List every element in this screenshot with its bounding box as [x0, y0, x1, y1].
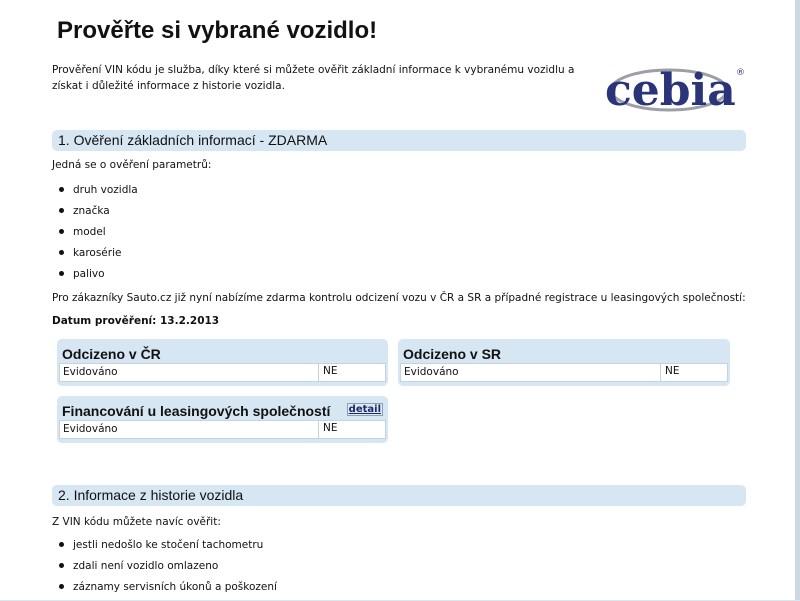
section-history-heading [52, 485, 746, 506]
svg-text:cebia: cebia [605, 65, 736, 116]
list-item: zdali není vozidlo omlazeno [57, 559, 277, 580]
history-lead: Z VIN kódu můžete navíc ověřit: [52, 516, 221, 528]
section-basic-info-heading [52, 130, 746, 151]
card-row-label: Evidováno [404, 366, 459, 378]
card-row [59, 363, 386, 382]
card-stolen-sr [398, 339, 730, 386]
list-item: značka [57, 204, 138, 225]
list-item: model [57, 225, 138, 246]
card-row [59, 420, 386, 439]
scrollbar[interactable] [795, 0, 800, 600]
list-item: druh vozidla [57, 183, 138, 204]
check-date: Datum prověření: 13.2.2013 [52, 315, 220, 327]
card-row [400, 363, 728, 382]
list-item: záznamy servisních úkonů a poškození [57, 580, 277, 601]
sauto-note: Pro zákazníky Sauto.cz již nyní nabízíme zdarma kontrolu odcizení vozu v ČR a SR a případné registrace u leasingových společností: [52, 292, 746, 304]
list-item: karosérie [57, 246, 138, 267]
history-list [57, 538, 277, 601]
card-title: Odcizeno v SR [403, 346, 502, 362]
page-title: Prověřte si vybrané vozidlo! [57, 17, 378, 44]
card-title: Odcizeno v ČR [62, 346, 161, 362]
card-row-label: Evidováno [63, 366, 118, 378]
basic-params-list [57, 183, 138, 288]
card-leasing [57, 396, 388, 443]
card-row-value: NE [318, 420, 385, 439]
card-title: Financování u leasingových společností [62, 403, 331, 419]
svg-text:®: ® [736, 68, 745, 78]
section-basic-info-title: 1. Ověření základních informací - ZDARMA [58, 132, 328, 148]
cebia-logo [603, 62, 748, 120]
intro-text: Prověření VIN kódu je služba, díky které si můžete ověřit základní informace k vybranému vozidlu a získat i důležité informace z historie vozidla. [52, 64, 575, 92]
card-row-value: NE [318, 363, 385, 382]
basic-info-lead: Jedná se o ověření parametrů: [52, 159, 212, 171]
card-stolen-cz [57, 339, 388, 386]
section-history-title: 2. Informace z historie vozidla [58, 487, 244, 503]
list-item: palivo [57, 267, 138, 288]
card-row-label: Evidováno [63, 423, 118, 435]
detail-link[interactable]: detail [348, 404, 381, 415]
card-row-value: NE [660, 363, 727, 382]
list-item: jestli nedošlo ke stočení tachometru [57, 538, 277, 559]
